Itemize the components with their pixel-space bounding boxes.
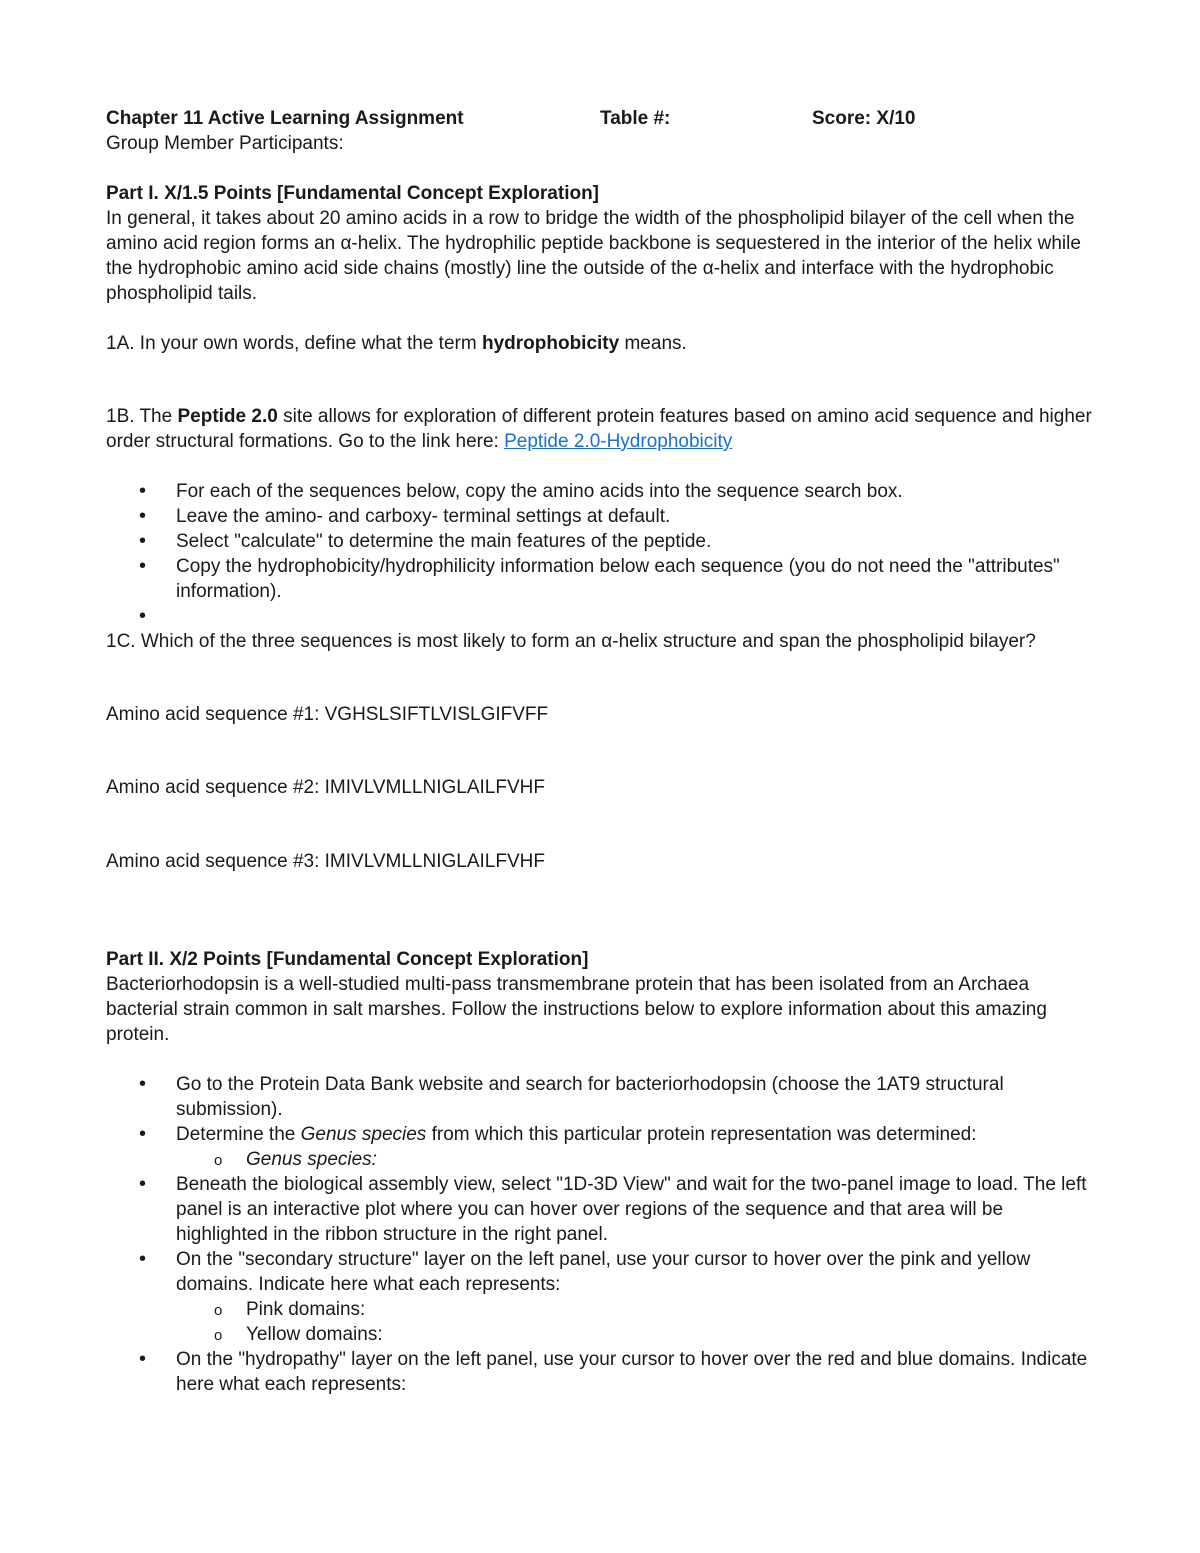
assignment-title: Chapter 11 Active Learning Assignment xyxy=(106,108,464,129)
list-item-text: Determine the xyxy=(176,1124,301,1145)
list-item: • Copy the hydrophobicity/hydrophilicity information below each sequence (you do not need the "attributes" information). xyxy=(106,554,1096,604)
question-1a xyxy=(106,331,1096,356)
sub-list-item xyxy=(176,1147,1096,1172)
score-label: Score: X/10 xyxy=(812,108,916,129)
table-number-label: Table #: xyxy=(600,108,671,129)
amino-acid-sequence-1: Amino acid sequence #1: VGHSLSIFTLVISLGIFVFF xyxy=(106,704,549,725)
sub-list-item: o Pink domains: xyxy=(176,1297,1096,1322)
genus-species-term: Genus species xyxy=(300,1124,427,1145)
question-1b xyxy=(106,404,1096,454)
part1-instructions-list xyxy=(106,479,1096,629)
question-1a-term: hydrophobicity xyxy=(481,333,620,354)
list-item-text: On the "secondary structure" layer on the left panel, use your cursor to hover over the pink and yellow domains. Indicate here what each represents: xyxy=(176,1249,1031,1295)
question-1b-site-name: Peptide 2.0 xyxy=(177,406,278,427)
sub-list-item: o Yellow domains: xyxy=(176,1322,1096,1347)
amino-acid-sequence-3: Amino acid sequence #3: IMIVLVMLLNIGLAILFVHF xyxy=(106,851,545,872)
list-item xyxy=(106,1247,1096,1347)
header-line xyxy=(106,106,1096,131)
sub-list xyxy=(176,1147,1096,1172)
part2-intro: Bacteriorhodopsin is a well-studied multi-pass transmembrane protein that has been isolated from an Archaea bacterial strain common in salt marshes. Follow the instructions below to explore information about this amazing protein. xyxy=(106,974,1047,1045)
part1-intro: In general, it takes about 20 amino acids in a row to bridge the width of the phospholipid bilayer of the cell when the amino acid region forms an α-helix. The hydrophilic peptide backbone is sequestered in the interior of the helix while the hydrophobic amino acid side chains (mostly) line the outside of the α-helix and interface with the hydrophobic phospholipid tails. xyxy=(106,208,1081,304)
amino-acid-sequence-2: Amino acid sequence #2: IMIVLVMLLNIGLAILFVHF xyxy=(106,777,545,798)
part1-heading: Part I. X/1.5 Points [Fundamental Concept Exploration] xyxy=(106,183,600,204)
list-item: • Select "calculate" to determine the main features of the peptide. xyxy=(106,529,1096,554)
list-item: • On the "hydropathy" layer on the left panel, use your cursor to hover over the red and blue domains. Indicate here what each represents: xyxy=(106,1347,1096,1397)
list-item: • Leave the amino- and carboxy- terminal settings at default. xyxy=(106,504,1096,529)
question-1a-prefix: 1A. In your own words, define what the term xyxy=(106,333,482,354)
question-1c: 1C. Which of the three sequences is most likely to form an α-helix structure and span the phospholipid bilayer? xyxy=(106,631,1036,652)
list-item-text: from which this particular protein representation was determined: xyxy=(426,1124,977,1145)
list-item: • Go to the Protein Data Bank website and search for bacteriorhodopsin (choose the 1AT9 structural submission). xyxy=(106,1072,1096,1122)
list-item: • For each of the sequences below, copy the amino acids into the sequence search box. xyxy=(106,479,1096,504)
part2-instructions-list xyxy=(106,1072,1096,1397)
question-1b-text: site allows for exploration of different protein features based on amino acid sequence and higher order structural formations. Go to the link here: xyxy=(106,406,1092,452)
list-item: • Beneath the biological assembly view, select "1D-3D View" and wait for the two-panel image to load. The left panel is an interactive plot where you can hover over regions of the sequence and that area will be highlighted in the ribbon structure in the right panel. xyxy=(106,1172,1096,1247)
genus-species-answer-label: Genus species: xyxy=(246,1149,377,1170)
list-item xyxy=(106,1122,1096,1172)
part2-heading: Part II. X/2 Points [Fundamental Concept Exploration] xyxy=(106,949,589,970)
sub-list xyxy=(176,1297,1096,1347)
group-members-label: Group Member Participants: xyxy=(106,133,344,154)
list-item-empty xyxy=(106,604,1096,629)
document-page xyxy=(106,106,1096,1397)
question-1b-prefix: 1B. The xyxy=(106,406,178,427)
peptide-hydrophobicity-link[interactable]: Peptide 2.0-Hydrophobicity xyxy=(504,431,733,452)
question-1a-suffix: means. xyxy=(619,333,687,354)
